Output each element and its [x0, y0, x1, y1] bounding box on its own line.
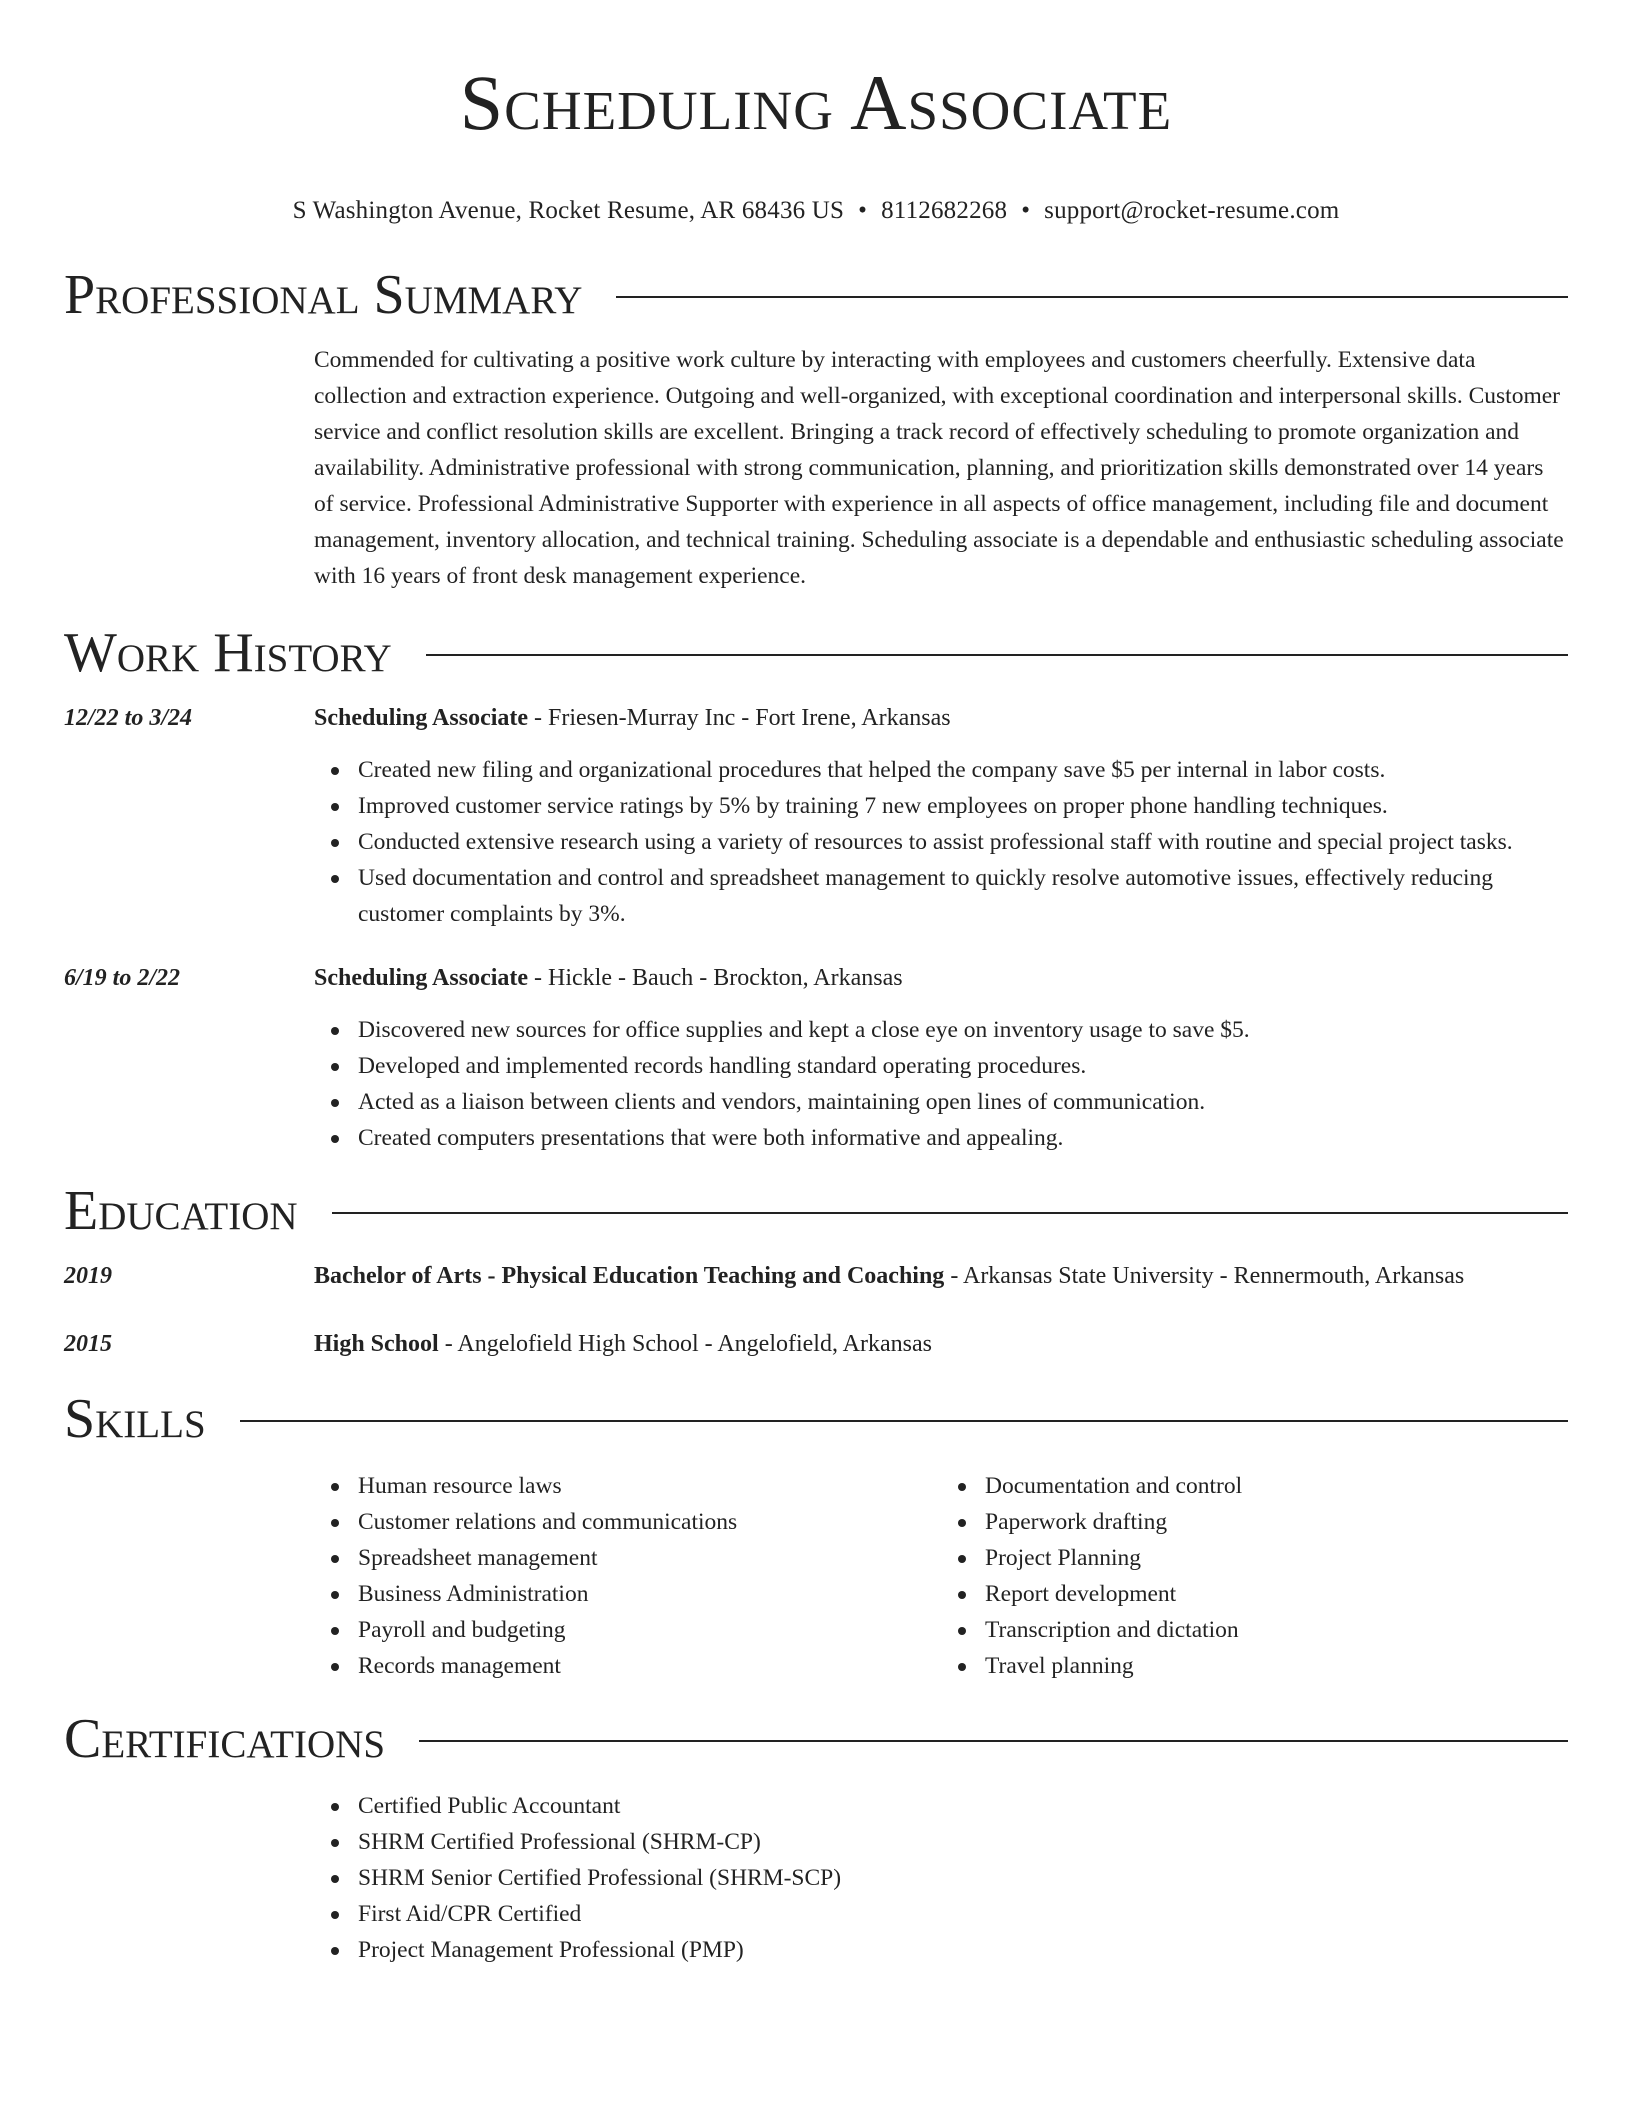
- skill-item: Documentation and control: [985, 1468, 1568, 1504]
- skill-item: Project Planning: [985, 1540, 1568, 1576]
- list-item: Used documentation and control and spreadsheet management to quickly resolve automotive issues, effectively reducing customer complaints by 3%.: [358, 860, 1568, 932]
- education-year: 2015: [64, 1331, 112, 1357]
- job-title-line: [314, 698, 1568, 738]
- contact-phone: 8112682268: [881, 197, 1008, 224]
- list-item: Created new filing and organizational procedures that helped the company save $5 per internal in labor costs.: [358, 752, 1568, 788]
- section-title: Skills: [64, 1388, 206, 1450]
- skills-section: [64, 1386, 1568, 1684]
- skills-list-left: [314, 1468, 941, 1684]
- job-details: [314, 698, 1568, 932]
- certification-item: SHRM Certified Professional (SHRM-CP): [358, 1824, 1568, 1860]
- section-rule: [616, 296, 1568, 298]
- job-bullets: [314, 752, 1568, 932]
- skills-heading: [64, 1386, 1568, 1452]
- job-details: [314, 958, 1568, 1156]
- certification-item: First Aid/CPR Certified: [358, 1896, 1568, 1932]
- section-rule: [419, 1740, 1568, 1742]
- education-school: - Arkansas State University - Rennermouth, Arkansas: [944, 1263, 1465, 1289]
- job-role: Scheduling Associate: [314, 965, 529, 991]
- skill-item: Paperwork drafting: [985, 1504, 1568, 1540]
- job-title-line: [314, 958, 1568, 998]
- job-dates: 12/22 to 3/24: [64, 705, 193, 731]
- education-degree: High School: [314, 1331, 439, 1357]
- section-title: Professional Summary: [64, 264, 583, 326]
- contact-address: S Washington Avenue, Rocket Resume, AR 68436 US: [292, 197, 845, 224]
- job-employer: - Hickle - Bauch - Brockton, Arkansas: [528, 965, 903, 991]
- contact-email: support@rocket-resume.com: [1044, 197, 1340, 224]
- summary-text: Commended for cultivating a positive work culture by interacting with employees and customers cheerfully. Extensive data collection and extraction experience. Outgoing and well-organized, with exceptional coordination and interpersonal skills. Customer service and conflict resolution skills are excellent. Bringing a track record of effectively scheduling to promote organization and availability. Administrative professional with strong communication, planning, and prioritization skills demonstrated over 14 years of service. Professional Administrative Supporter with experience in all aspects of office management, including file and document management, inventory allocation, and technical training. Scheduling associate is a dependable and enthusiastic scheduling associate with 16 years of front desk management experience.: [314, 347, 1564, 589]
- certification-item: Project Management Professional (PMP): [358, 1932, 1568, 1968]
- skill-item: Customer relations and communications: [358, 1504, 941, 1540]
- candidate-name: Scheduling Associate: [459, 59, 1173, 146]
- section-title: Certifications: [64, 1708, 386, 1770]
- education-details: [314, 1256, 1568, 1296]
- certification-item: Certified Public Accountant: [358, 1788, 1568, 1824]
- education-entry: [64, 1324, 1568, 1364]
- list-item: Improved customer service ratings by 5% by training 7 new employees on proper phone handling techniques.: [358, 788, 1568, 824]
- certifications-body: [314, 1788, 1568, 1968]
- skill-item: Spreadsheet management: [358, 1540, 941, 1576]
- section-title: Work History: [64, 622, 392, 684]
- education-details: [314, 1324, 1568, 1364]
- section-title: Education: [64, 1180, 298, 1242]
- section-rule: [426, 654, 1568, 656]
- job-employer: - Friesen-Murray Inc - Fort Irene, Arkansas: [528, 705, 951, 731]
- section-rule: [332, 1212, 1568, 1214]
- contact-line: [64, 194, 1568, 228]
- job-entry: [64, 698, 1568, 932]
- skill-item: Records management: [358, 1648, 941, 1684]
- list-item: Acted as a liaison between clients and vendors, maintaining open lines of communication.: [358, 1084, 1568, 1120]
- certifications-list: [314, 1788, 1568, 1968]
- skills-list-right: [941, 1468, 1568, 1684]
- education-heading: [64, 1178, 1568, 1244]
- work-history-section: [64, 620, 1568, 1156]
- section-rule: [240, 1420, 1568, 1422]
- list-item: Discovered new sources for office supplies and kept a close eye on inventory usage to save $5.: [358, 1012, 1568, 1048]
- job-role: Scheduling Associate: [314, 705, 529, 731]
- skill-item: Report development: [985, 1576, 1568, 1612]
- work-history-heading: [64, 620, 1568, 686]
- skill-item: Human resource laws: [358, 1468, 941, 1504]
- skill-item: Travel planning: [985, 1648, 1568, 1684]
- list-item: Developed and implemented records handling standard operating procedures.: [358, 1048, 1568, 1084]
- job-dates: 6/19 to 2/22: [64, 965, 181, 991]
- education-degree: Bachelor of Arts - Physical Education Teaching and Coaching: [314, 1263, 945, 1289]
- summary-section: [64, 262, 1568, 594]
- contact-separator: •: [1021, 197, 1031, 224]
- summary-heading: [64, 262, 1568, 328]
- education-entry: [64, 1256, 1568, 1296]
- skills-grid: [314, 1468, 1568, 1684]
- certification-item: SHRM Senior Certified Professional (SHRM-SCP): [358, 1860, 1568, 1896]
- job-bullets: [314, 1012, 1568, 1156]
- skill-item: Transcription and dictation: [985, 1612, 1568, 1648]
- certifications-section: [64, 1706, 1568, 1968]
- education-school: - Angelofield High School - Angelofield, Arkansas: [438, 1331, 932, 1357]
- list-item: Conducted extensive research using a variety of resources to assist professional staff with routine and special project tasks.: [358, 824, 1568, 860]
- education-year: 2019: [64, 1263, 112, 1289]
- contact-separator: •: [858, 197, 868, 224]
- job-entry: [64, 958, 1568, 1156]
- skill-item: Payroll and budgeting: [358, 1612, 941, 1648]
- education-section: [64, 1178, 1568, 1364]
- skill-item: Business Administration: [358, 1576, 941, 1612]
- list-item: Created computers presentations that were both informative and appealing.: [358, 1120, 1568, 1156]
- certifications-heading: [64, 1706, 1568, 1772]
- resume-header: [64, 0, 1568, 228]
